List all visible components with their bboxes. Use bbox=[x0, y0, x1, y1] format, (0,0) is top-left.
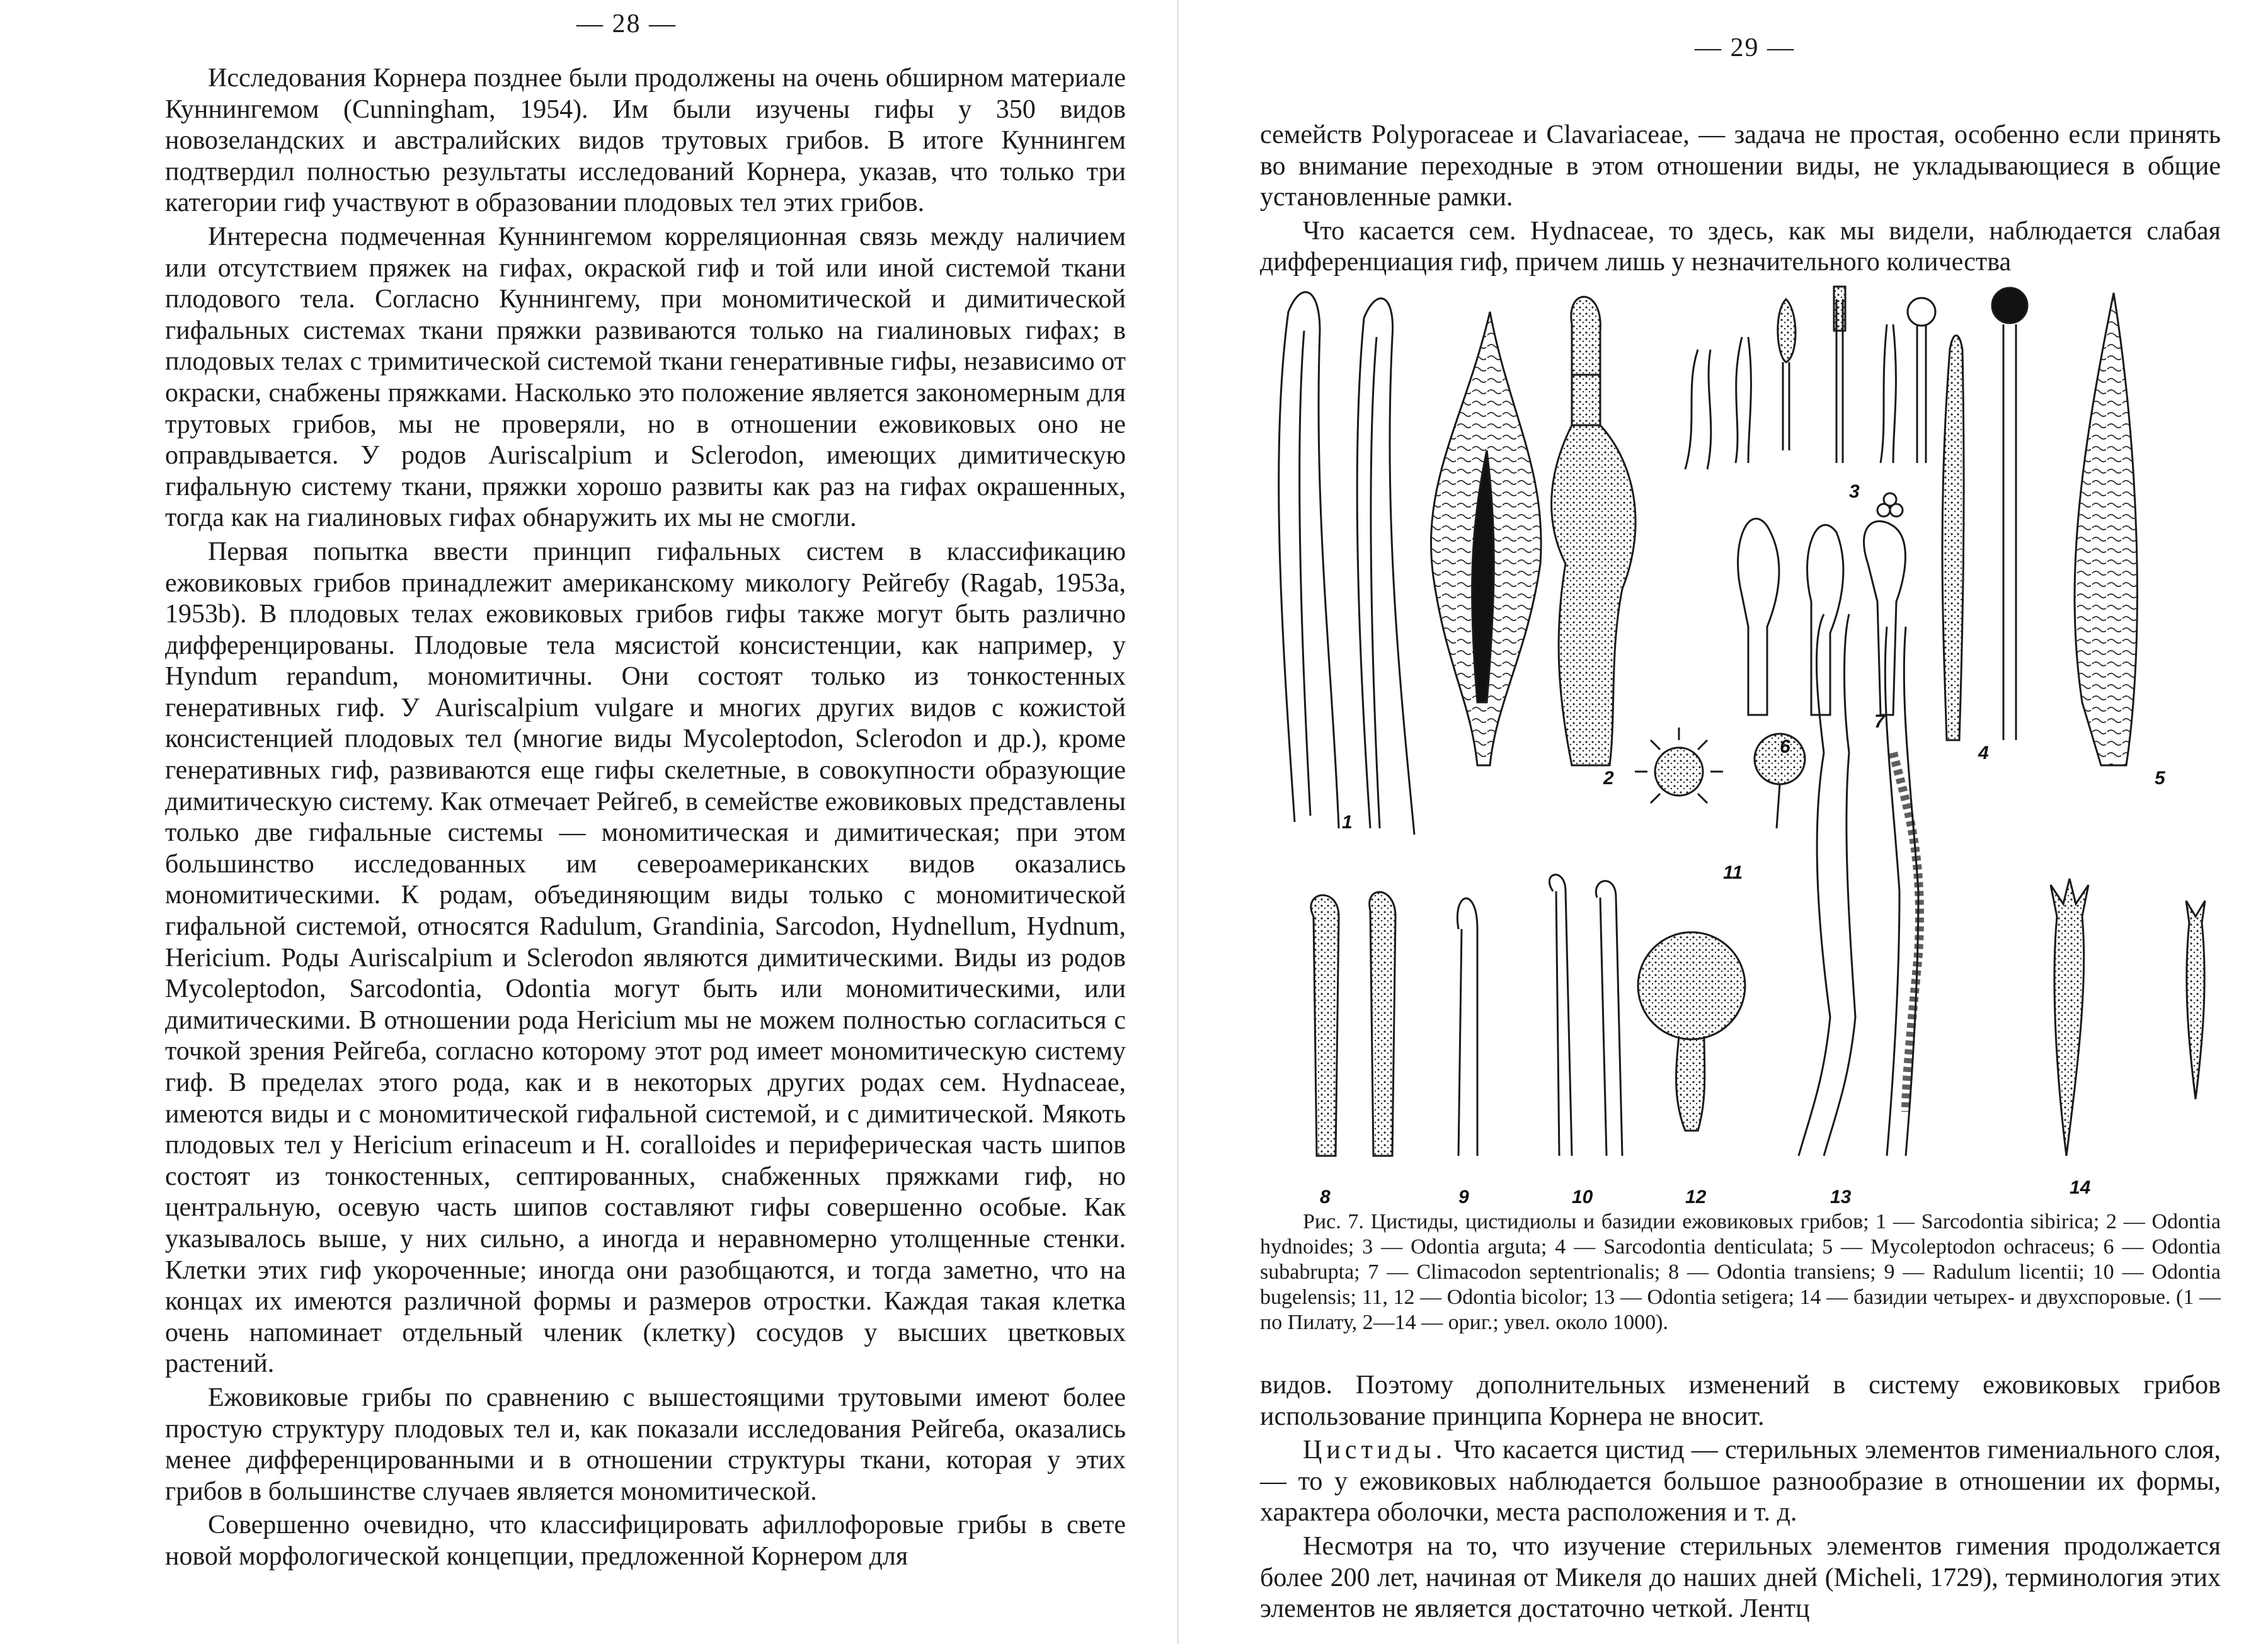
paragraph: семейств Polyporaceae и Clavariaceae, — задача не простая, особенно если принять во внимание переходные в этом отношении виды, не укладывающиеся в общие установленные рамки. bbox=[1260, 120, 2221, 212]
paragraph: Исследования Корнера позднее были продолжены на очень обширном материале Куннингемом (Cunningham, 1954). Им были изучены гифы у 350 видов новозеландских и австралийских видов трутовых грибов. В итоге Куннингем подтвердил полностью результаты исследований Корнера, указав, что только три категории гиф участвуют в образовании плодовых тел этих грибов. bbox=[165, 64, 1126, 218]
specimen-13-drawing bbox=[1799, 614, 1920, 1156]
paragraph: Что касается сем. Hydnaceae, то здесь, как мы видели, наблюдается слабая дифференциация гиф, причем лишь у незначительного количества bbox=[1260, 216, 2221, 277]
book-gutter bbox=[1177, 0, 1179, 1644]
paragraph: Несмотря на то, что изучение стерильных элементов гимения продолжается более 200 лет, начиная от Микеля до наших дней (Micheli, 1729), терминология этих элементов не является достаточно четкой. Лентц bbox=[1260, 1531, 2221, 1624]
specimen-12-drawing bbox=[1638, 932, 1745, 1131]
figure-label-11: 11 bbox=[1723, 862, 1743, 883]
paragraph-text: Что касается цистид — стерильных элементов гимениального слоя, — то у ежовиковых наблюдается большое разнообразие в отношении их формы, характера оболочки, места расположения и т. д. bbox=[1260, 1436, 2221, 1527]
figure-caption-text: Рис. 7. Цистиды, цистидиолы и базидии ежовиковых грибов; 1 — Sarcodontia sibirica; 2 — Odontia hydnoides; 3 — Odontia arguta; 4 — Sarcodontia denticulata; 5 — Mycoleptodon ochraceus; 6 — Odontia subabrupta; 7 — Climacodon septentrionalis; 8 — Odontia transiens; 9 — Radulum licentii; 10 — Odontia bugelensis; 11, 12 — Odontia bicolor; 13 — Odontia setigera; 14 — базидии четырех- и двухспоровые. (1 — по Пилату, 2—14 — ориг.; увел. около 1000). bbox=[1260, 1210, 2221, 1334]
figure-label-8: 8 bbox=[1320, 1187, 1331, 1207]
paragraph: Интересна подмеченная Куннингемом корреляционная связь между наличием или отсутствием пряжек на гифах, окраской гиф и той или иной системой ткани плодового тела. Согласно Куннингему, при мономитической и димитической гифальных системах ткани пряжки развиваются только на гиалиновых гифах; в плодовых телах с тримитической системой ткани генеративные гифы, независимо от окраски, снабжены пряжками. Насколько это положение является закономерным для трутовых грибов, мы не проверяли, но в отношении ежовиковых оно не оправдывается. У родов Auriscalpium и Sclerodon, имеющих димитическую гифальную систему ткани, пряжки хорошо развиты как раз на гифах окрашенных, тогда как на гиалиновых гифах обнаружить их мы не смогли. bbox=[165, 222, 1126, 533]
right-page-bottom-text bbox=[1260, 1370, 2221, 1628]
paragraph bbox=[1260, 1435, 2221, 1529]
left-page-text bbox=[165, 63, 1126, 1575]
paragraph: Первая попытка ввести принцип гифальных систем в классификацию ежовиковых грибов принадлежит американскому микологу Рейгебу (Ragab, 1953a, 1953b). В плодовых телах ежовиковых грибов гифы также могут быть различно дифференцированы. Плодовые тела мясистой консистенции, как например, у Hyndum repandum, мономитичны. Они состоят только из тонкостенных генеративных гиф. У Auriscalpium vulgare и многих других видов с кожистой консистенцией плодовых тел (многие виды Mycoleptodon, Sclerodon и др.), кроме генеративных гиф, развиваются еще гифы скелетные, в совокупности образующие димитическую систему. Как отмечает Рейгеб, в семействе ежовиковых представлены только две гифальные системы — мономитическая и димитическая; при этом большинство исследованных им североамериканских видов оказались мономитическими. К родам, объединяющим виды только с мономитической гифальной системой, относятся Radulum, Grandinia, Sarcodon, Hydnellum, Hydnum, Hericium. Роды Auriscalpium и Sclerodon являются димитическими. Виды из родов Mycoleptodon, Sarcodontia, Odontia могут быть или мономитическими, или димитическими. В отношении рода Hericium мы не можем полностью согласиться с точкой зрения Рейгеба, согласно которому этот род имеет мономитическую систему гиф. В пределах этого рода, как и в некоторых других родах сем. Hydnaceae, имеются виды и с мономитической гифальной системой, и с димитической. Мякоть плодовых тел у Hericium erinaceum и H. coralloides и периферическая часть шипов состоят из тонкостенных, септированных, снабженных пряжками гиф, но центральную, осевую часть шипов составляют гифы совершенно особые. Как указывалось выше, у них сильно, а иногда и неравномерно утолщенные стенки. Клетки этих гиф укороченные; иногда они разобщаются, и тогда заметно, что на концах их имеются различной формы и размеров отростки. Каждая такая клетка очень напоминает отдельный членик (клетку) сосудов у высших цветковых растений. bbox=[165, 537, 1126, 1379]
paragraph: видов. Поэтому дополнительных изменений в систему ежовиковых грибов использование принципа Корнера не вносит. bbox=[1260, 1371, 2221, 1431]
figure-label-7: 7 bbox=[1874, 711, 1885, 732]
specimen-4-drawing bbox=[1942, 336, 1964, 741]
figure-label-6: 6 bbox=[1780, 736, 1790, 757]
specimen-5-drawing bbox=[2075, 293, 2137, 765]
page-number-right: — 29 — bbox=[1695, 33, 1795, 62]
page-number-left: — 28 — bbox=[576, 9, 677, 38]
figure-label-1: 1 bbox=[1342, 812, 1353, 833]
specimen-8-drawing bbox=[1311, 892, 1395, 1156]
specimen-10-drawing bbox=[1549, 875, 1622, 1156]
figure-label-4: 4 bbox=[1978, 743, 1989, 763]
specimen-1-drawing bbox=[1279, 292, 1339, 828]
figure-label-3: 3 bbox=[1849, 481, 1860, 502]
figure-label-2: 2 bbox=[1603, 768, 1614, 789]
specimen-14-drawing bbox=[2051, 879, 2205, 1156]
figure-label-9: 9 bbox=[1458, 1187, 1469, 1207]
figure-label-5: 5 bbox=[2155, 768, 2165, 789]
right-page bbox=[1184, 0, 2268, 1644]
figure-label-14: 14 bbox=[2070, 1177, 2091, 1198]
section-heading-cystidia: Цистиды. bbox=[1303, 1436, 1447, 1465]
paragraph: Совершенно очевидно, что классифицировать афиллофоровые грибы в свете новой морфологической концепции, предложенной Корнером для bbox=[165, 1510, 1126, 1571]
figure-drawing bbox=[1244, 261, 2265, 1213]
paragraph: Ежовиковые грибы по сравнению с вышестоящими трутовыми имеют более простую структуру плодовых тел и, как показали исследования Рейгеба, оказались менее дифференцированными и в отношении структуры ткани, которая у этих грибов в большинстве случаев является мономитической. bbox=[165, 1383, 1126, 1506]
specimen-3-drawing bbox=[1685, 287, 1935, 469]
figure-label-10: 10 bbox=[1572, 1187, 1593, 1207]
specimen-6-drawing bbox=[1738, 518, 1843, 715]
figure-7-illustration bbox=[1244, 261, 2265, 1213]
figure-label-12: 12 bbox=[1685, 1187, 1707, 1207]
right-page-top-text bbox=[1260, 120, 2221, 281]
specimen-9-drawing bbox=[1457, 898, 1477, 1156]
figure-label-13: 13 bbox=[1830, 1187, 1852, 1207]
figure-caption bbox=[1260, 1209, 2221, 1335]
